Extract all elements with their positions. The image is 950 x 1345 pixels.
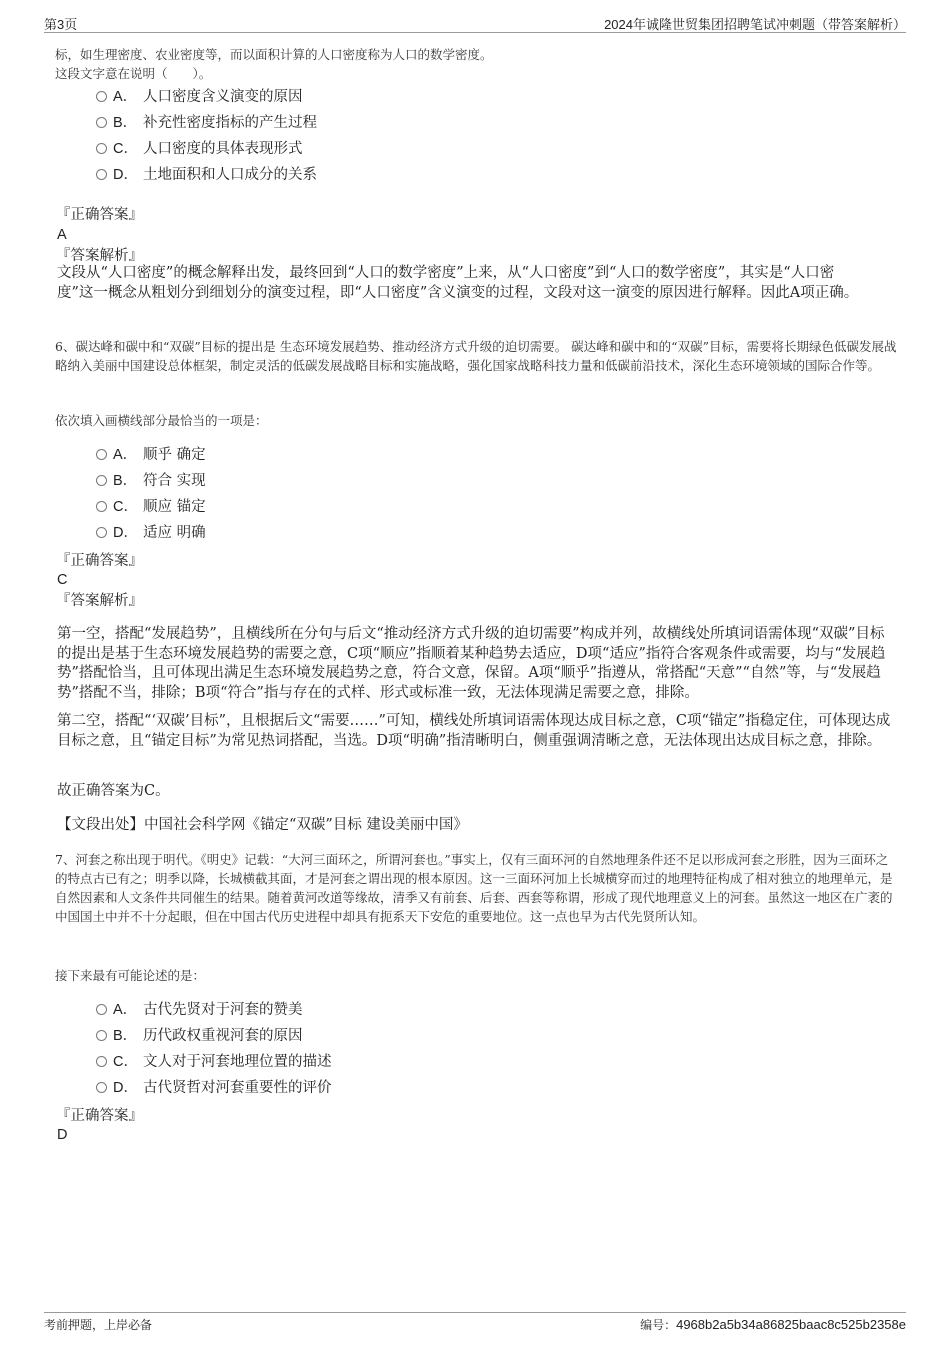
q6-analysis-paragraph-1: 第一空，搭配“发展趋势”，且横线所在分句与后文“推动经济方式升级的迫切需要”构成并列，故横线处所填词语需体现“双碳”目标的提出是基于生态环境发展趋势的需要之意，C项“顺应”指顺着某种趋势去适应，D项“适应”指符合客观条件或需要，均与“发展趋势”搭配恰当，且可体现出满足生态环境发展趋势之意，符合文意，保留。A项“顺乎”指遵从，常搭配“天意”“自然”等，与“发展趋势”搭配不当，排除；B项“符合”指与存在的式样、形式或标准一致，无法体现满足需要之意，排除。: [57, 626, 886, 701]
q5-analysis-label: 『答案解析』: [56, 248, 143, 264]
q6-answer-label: 『正确答案』: [56, 553, 143, 569]
radio-icon[interactable]: [96, 91, 107, 102]
q5-question: 这段文字意在说明（ ）。: [55, 66, 212, 81]
radio-icon[interactable]: [96, 143, 107, 154]
document-title: 2024年诚隆世贸集团招聘笔试冲刺题（带答案解析）: [604, 17, 906, 32]
radio-icon[interactable]: [96, 527, 107, 538]
q7-option-c[interactable]: C． 文人对于河套地理位置的描述: [96, 1052, 332, 1072]
radio-icon[interactable]: [96, 475, 107, 486]
q6-option-a[interactable]: A． 顺乎 确定: [96, 445, 206, 465]
q6-analysis-conclusion: 故正确答案为C。: [57, 783, 170, 799]
q5-passage-tail: 标，如生理密度、农业密度等，而以面积计算的人口密度称为人口的数学密度。: [55, 47, 493, 62]
q7-option-a[interactable]: A． 古代先贤对于河套的赞美: [96, 1000, 303, 1020]
q7-option-b[interactable]: B． 历代政权重视河套的原因: [96, 1026, 303, 1046]
q7-answer: D: [57, 1127, 68, 1143]
q6-source: 【文段出处】中国社会科学网《锚定“双碳”目标 建设美丽中国》: [57, 817, 468, 833]
q5-answer-label: 『正确答案』: [56, 207, 143, 223]
page-footer: [44, 1312, 906, 1333]
q7-question: 接下来最有可能论述的是：: [55, 968, 206, 983]
radio-icon[interactable]: [96, 449, 107, 460]
radio-icon[interactable]: [96, 1082, 107, 1093]
radio-icon[interactable]: [96, 117, 107, 128]
q7-answer-label: 『正确答案』: [56, 1108, 143, 1124]
q5-option-c[interactable]: C． 人口密度的具体表现形式: [96, 139, 303, 159]
q5-option-b[interactable]: B． 补充性密度指标的产生过程: [96, 113, 317, 133]
q5-option-d[interactable]: D． 土地面积和人口成分的关系: [96, 165, 317, 185]
q6-answer: C: [57, 572, 68, 588]
q5-answer: A: [57, 227, 67, 243]
q6-option-d[interactable]: D． 适应 明确: [96, 523, 206, 543]
q6-analysis-paragraph-2: 第二空，搭配“‘双碳’目标”，且根据后文“需要……”可知，横线处所填词语需体现达成目标之意，C项“锚定”指稳定住，可体现达成目标之意，且“锚定目标”为常见热词搭配，当选。D项“明确”指清晰明白，侧重强调清晰之意，无法体现出达成目标之意，排除。: [57, 713, 891, 749]
q6-option-b[interactable]: B． 符合 实现: [96, 471, 206, 491]
footer-code: 编号：4968b2a5b34a86825baac8c525b2358e: [640, 1317, 906, 1332]
q5-analysis: 文段从“人口密度”的概念解释出发，最终回到“人口的数学密度”上来，从“人口密度”到“人口的数学密度”，其实是“人口密度”这一概念从粗划分到细划分的演变过程，即“人口密度”含义演变的过程，文段对这一演变的原因进行解释。因此A项正确。: [57, 265, 859, 301]
radio-icon[interactable]: [96, 169, 107, 180]
q6-analysis-label: 『答案解析』: [56, 593, 143, 609]
radio-icon[interactable]: [96, 1030, 107, 1041]
radio-icon[interactable]: [96, 1056, 107, 1067]
q5-option-a[interactable]: A． 人口密度含义演变的原因: [96, 87, 303, 107]
q7-option-d[interactable]: D． 古代贤哲对河套重要性的评价: [96, 1078, 332, 1098]
q6-passage: 6、碳达峰和碳中和“双碳”目标的提出是 生态环境发展趋势、推动经济方式升级的迫切需要。 碳达峰和碳中和的“双碳”目标，需要将长期绿色低碳发展战略纳入美丽中国建设总体框架，制定灵活的低碳发展战略目标和实施战略，强化国家战略科技力量和低碳前沿技术，深化生态环境领域的国际合作等。: [55, 339, 897, 373]
page-number: 第3页: [44, 17, 78, 32]
q6-question: 依次填入画横线部分最恰当的一项是：: [55, 413, 268, 428]
radio-icon[interactable]: [96, 501, 107, 512]
q7-passage: 7、河套之称出现于明代。《明史》记载：“大河三面环之，所谓河套也。”事实上，仅有三面环河的自然地理条件还不足以形成河套之形胜，因为三面环之的特点古已有之；明季以降，长城横截其面，才是河套之谓出现的根本原因。这一三面环河加上长城横穿而过的地理特征构成了相对独立的地理单元，是自然因素和人文条件共同催生的结果。随着黄河改道等缘故，清季又有前套、后套、西套等称谓，形成了现代地理意义上的河套。虽然这一地区在广袤的中国国土中并不十分起眼，但在中国古代历史进程中却具有扼系天下安危的重要地位。这一点也早为古代先贤所认知。: [55, 852, 893, 924]
q6-option-c[interactable]: C． 顺应 锚定: [96, 497, 206, 517]
footer-slogan: 考前押题，上岸必备: [44, 1318, 153, 1332]
radio-icon[interactable]: [96, 1004, 107, 1015]
page-header: [44, 14, 906, 33]
